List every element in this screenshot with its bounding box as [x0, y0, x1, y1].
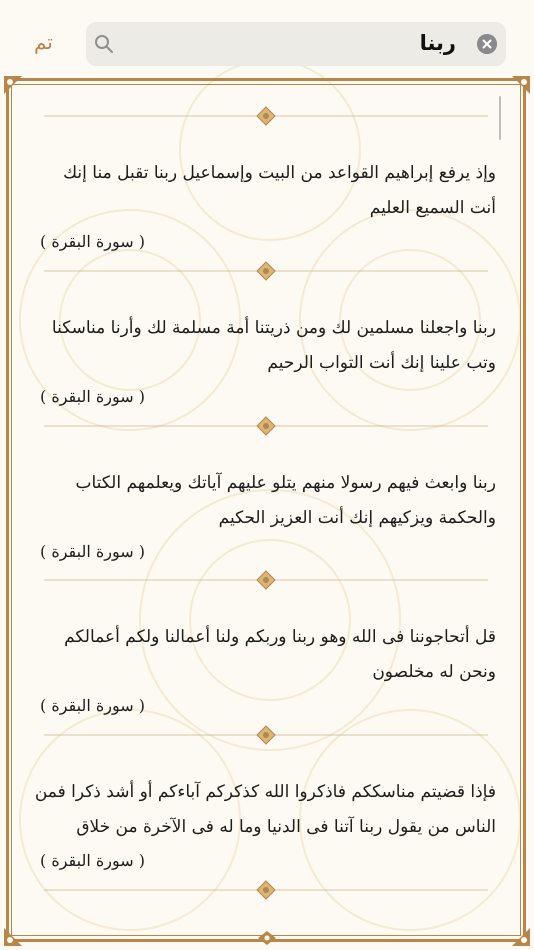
verse-text: ربنا واجعلنا مسلمين لك ومن ذريتنا أمة مسلمة لك وأرنا مناسكنا وتب علينا إنك أنت التواب الرحيم — [51, 318, 496, 373]
verse-source: ( سورة البقرة ) — [40, 851, 145, 870]
search-input[interactable] — [86, 22, 506, 66]
verse-text: وإذ يرفع إبراهيم القواعد من البيت وإسماعيل ربنا تقبل منا إنك أنت السميع العليم — [63, 163, 496, 218]
search-bar — [0, 0, 534, 82]
verse-source: ( سورة البقرة ) — [40, 232, 145, 251]
frame-corner-ornament — [510, 74, 532, 96]
verse-source: ( سورة البقرة ) — [40, 387, 145, 406]
frame-inner-border — [11, 84, 521, 936]
done-button[interactable]: تم — [34, 30, 53, 54]
search-icon — [94, 34, 114, 54]
frame-corner-ornament — [510, 926, 532, 948]
frame-medallion-icon — [256, 930, 278, 946]
verse-text: فإذا قضيتم مناسككم فاذكروا الله كذكركم آباءكم أو أشد ذكرا فمن الناس من يقول ربنا آتنا فى الدنيا وما له فى الآخرة من خلاق — [34, 782, 496, 837]
clear-icon[interactable] — [477, 34, 497, 54]
search-query[interactable]: ربنا — [419, 31, 456, 55]
scrollbar[interactable] — [499, 96, 501, 140]
verse-text: ربنا وابعث فيهم رسولا منهم يتلو عليهم آياتك ويعلمهم الكتاب والحكمة ويزكيهم إنك أنت العزيز الحكيم — [75, 473, 496, 528]
frame-corner-ornament — [2, 926, 24, 948]
verse-text: قل أتحاجوننا فى الله وهو ربنا وربكم ولنا أعمالنا ولكم أعمالكم ونحن له مخلصون — [64, 627, 496, 682]
verse-source: ( سورة البقرة ) — [40, 696, 145, 715]
verse-source: ( سورة البقرة ) — [40, 542, 145, 561]
frame-corner-ornament — [2, 74, 24, 96]
